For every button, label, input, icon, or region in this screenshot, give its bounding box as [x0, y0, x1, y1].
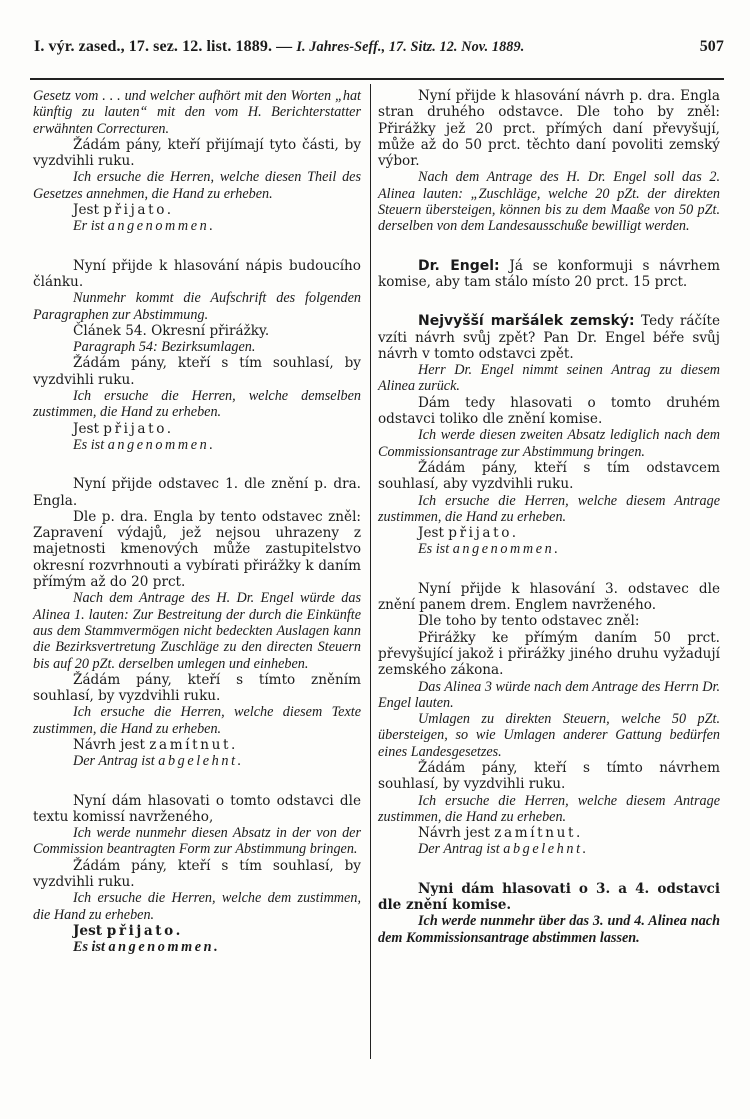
right-paragraph-6: Dám tedy hlasovati o tomto druhém odstavci toliko dle znění komise.: [378, 394, 720, 428]
speaker-marshal: Nejvyšší maršálek zemský:: [418, 313, 635, 330]
right-paragraph-21: Nyni dám hlasovati o 3. a 4. odstavci dle znění komise.: [378, 880, 720, 914]
left-paragraph-9: Paragraph 54: Bezirksumlagen.: [73, 339, 256, 356]
header-german: I. Jahres-Seff., 17. Sitz. 12. Nov. 1889.: [296, 39, 525, 55]
right-paragraph-12: Nyní přijde k hlasování 3. odstavec dle znění panem drem. Englem navrženého.: [378, 580, 720, 614]
left-paragraph-18: Ich ersuche die Herren, welche diesem Texte zustimmen, die Hand zu erheben.: [33, 704, 361, 737]
right-paragraph-9: Ich ersuche die Herren, welche diesem Antrage zustimmen, die Hand zu erheben.: [378, 492, 720, 525]
right-column: [378, 88, 720, 946]
left-paragraph-3: Ich ersuche die Herren, welche diesen Theil des Gesetzes annehmen, die Hand zu erheben.: [33, 169, 361, 202]
left-result-cz-4: Jest přijato.: [73, 922, 183, 939]
header-dash: —: [276, 38, 293, 55]
right-result-de-1: Es ist angenommen.: [418, 541, 561, 558]
left-paragraph-14: Nyní přijde odstavec 1. dle znění p. dra. Engla.: [33, 476, 361, 509]
header-left: [34, 38, 524, 56]
left-paragraph-24: Ich ersuche die Herren, welche dem zustimmen, die Hand zu erheben.: [33, 890, 361, 923]
right-paragraph-3: Dr. Engel: Já se konformuji s návrhem komise, aby tam stálo místo 20 prct. 15 prct.: [378, 257, 720, 290]
left-paragraph-6: Nyní přijde k hlasování nápis budoucího článku.: [33, 257, 361, 290]
left-column: [33, 88, 361, 956]
right-result-cz-1: Jest přijato.: [418, 525, 519, 542]
right-paragraph-5: Herr Dr. Engel nimmt seinen Antrag zu diesem Alinea zurück.: [378, 362, 720, 395]
right-paragraph-2: Nach dem Antrage des H. Dr. Engel soll das 2. Alinea lauten: „Zuschläge, welche 20 pZt. der direkten Steuern übersteigen, können bis zu dem Maaße von 50 pZt. derselben von dem Landesausschuße bewilligt werden.: [378, 169, 720, 235]
left-paragraph-23: Žádám pány, kteří s tím souhlasí, by vyzdvihli ruku.: [33, 857, 361, 891]
right-paragraph-18: Ich ersuche die Herren, welche diesem Antrage zustimmen, die Hand zu erheben.: [378, 792, 720, 825]
left-paragraph-7: Nunmehr kommt die Aufschrift des folgenden Paragraphen zur Abstimmung.: [33, 290, 361, 323]
right-result-cz-2: Návrh jest zamítnut.: [418, 825, 583, 842]
left-paragraph-16: Nach dem Antrage des H. Dr. Engel würde das Alinea 1. lauten: Zur Bestreitung der durch die Einkünfte aus dem Stammvermögen nicht bedeckten Auslagen kann die Bezirksvertretung Zuschläge zu den directen Steuern bis auf 20 pZt. derselben umlegen und einheben.: [33, 590, 361, 672]
left-paragraph-21: Nyní dám hlasovati o tomto odstavci dle textu komissí navrženého,: [33, 792, 361, 825]
header-czech: I. výr. zased., 17. sez. 12. list. 1889.: [34, 38, 273, 55]
column-divider: [370, 84, 371, 1059]
left-result-de-4: Es ist angenommen.: [73, 939, 221, 956]
left-result-cz-3: Návrh jest zamítnut.: [73, 736, 238, 753]
left-result-de-1: Er ist angenommen.: [73, 218, 216, 235]
right-paragraph-16: Umlagen zu direkten Steuern, welche 50 pZt. übersteigen, so wie Umlagen anderer Gattung bedürfen eines Landesgesetzes.: [378, 711, 720, 760]
right-paragraph-22: Ich werde nunmehr über das 3. und 4. Alinea nach dem Kommissionsantrage abstimmen lassen.: [378, 913, 720, 946]
running-header: [34, 38, 724, 62]
right-paragraph-17: Žádám pány, kteří s tímto návrhem souhlasí, by vyzdvihli ruku.: [378, 759, 720, 793]
speaker-engel: Dr. Engel:: [418, 257, 500, 274]
right-paragraph-13: Dle toho by tento odstavec zněl:: [418, 613, 640, 630]
right-paragraph-8: Žádám pány, kteří s tím odstavcem souhlasí, aby vyzdvihli ruku.: [378, 459, 720, 493]
page-number: 507: [699, 38, 724, 55]
left-paragraph-2: Žádám pány, kteří přijímají tyto části, by vyzdvihli ruku.: [33, 136, 361, 170]
left-result-cz-1: Jest přijato.: [73, 202, 174, 219]
right-paragraph-1: Nyní přijde k hlasování návrh p. dra. Engla stran druhého odstavce. Dle toho by zněl: Přirážky jež 20 prct. přímých daní převyšují, může až do 50 prct. těchto daní povoliti zemský výbor.: [378, 88, 720, 170]
right-paragraph-15: Das Alinea 3 würde nach dem Antrage des Herrn Dr. Engel lauten.: [378, 678, 720, 711]
left-result-de-2: Es ist angenommen.: [73, 436, 216, 453]
header-rule: [30, 78, 724, 80]
left-paragraph-10: Žádám pány, kteří s tím souhlasí, by vyzdvihli ruku.: [33, 355, 361, 388]
left-paragraph-15: Dle p. dra. Engla by tento odstavec zněl: Zapravení výdajů, jež nejsou uhrazeny z majetnosti kmenových může zastupitelstvo okresní rozvrhnouti a vybírati přirážky k daním přímým až do 20 prct.: [33, 508, 361, 591]
left-paragraph-1: Gesetz vom . . . und welcher aufhört mit den Worten „hat künftig zu lauten“ mit den vom H. Berichterstatter erwähnten Correcturen.: [33, 88, 361, 137]
left-result-cz-2: Jest přijato.: [73, 420, 174, 437]
left-paragraph-17: Žádám pány, kteří s tímto zněním souhlasí, by vyzdvihli ruku.: [33, 671, 361, 705]
right-paragraph-14: Přirážky ke přímým daním 50 prct. převyšující jakož i přirážky jiného druhu vyžadují zemského zákona.: [378, 629, 720, 679]
left-result-de-3: Der Antrag ist abgelehnt.: [73, 753, 244, 770]
left-paragraph-8: Článek 54. Okresní přirážky.: [73, 322, 270, 339]
left-paragraph-11: Ich ersuche die Herren, welche demselben zustimmen, die Hand zu erheben.: [33, 388, 361, 421]
right-paragraph-4: Nejvyšší maršálek zemský: Tedy ráčíte vzíti návrh svůj zpět? Pan Dr. Engel béře svůj návrh v tomto odstavci zpět.: [378, 313, 720, 362]
left-paragraph-22: Ich werde nunmehr diesen Absatz in der von der Commission beantragten Form zur Abstimmung bringen.: [33, 825, 361, 858]
right-result-de-2: Der Antrag ist abgelehnt.: [418, 841, 589, 858]
right-paragraph-7: Ich werde diesen zweiten Absatz lediglich nach dem Commissionsantrage zur Abstimmung bringen.: [378, 427, 720, 460]
